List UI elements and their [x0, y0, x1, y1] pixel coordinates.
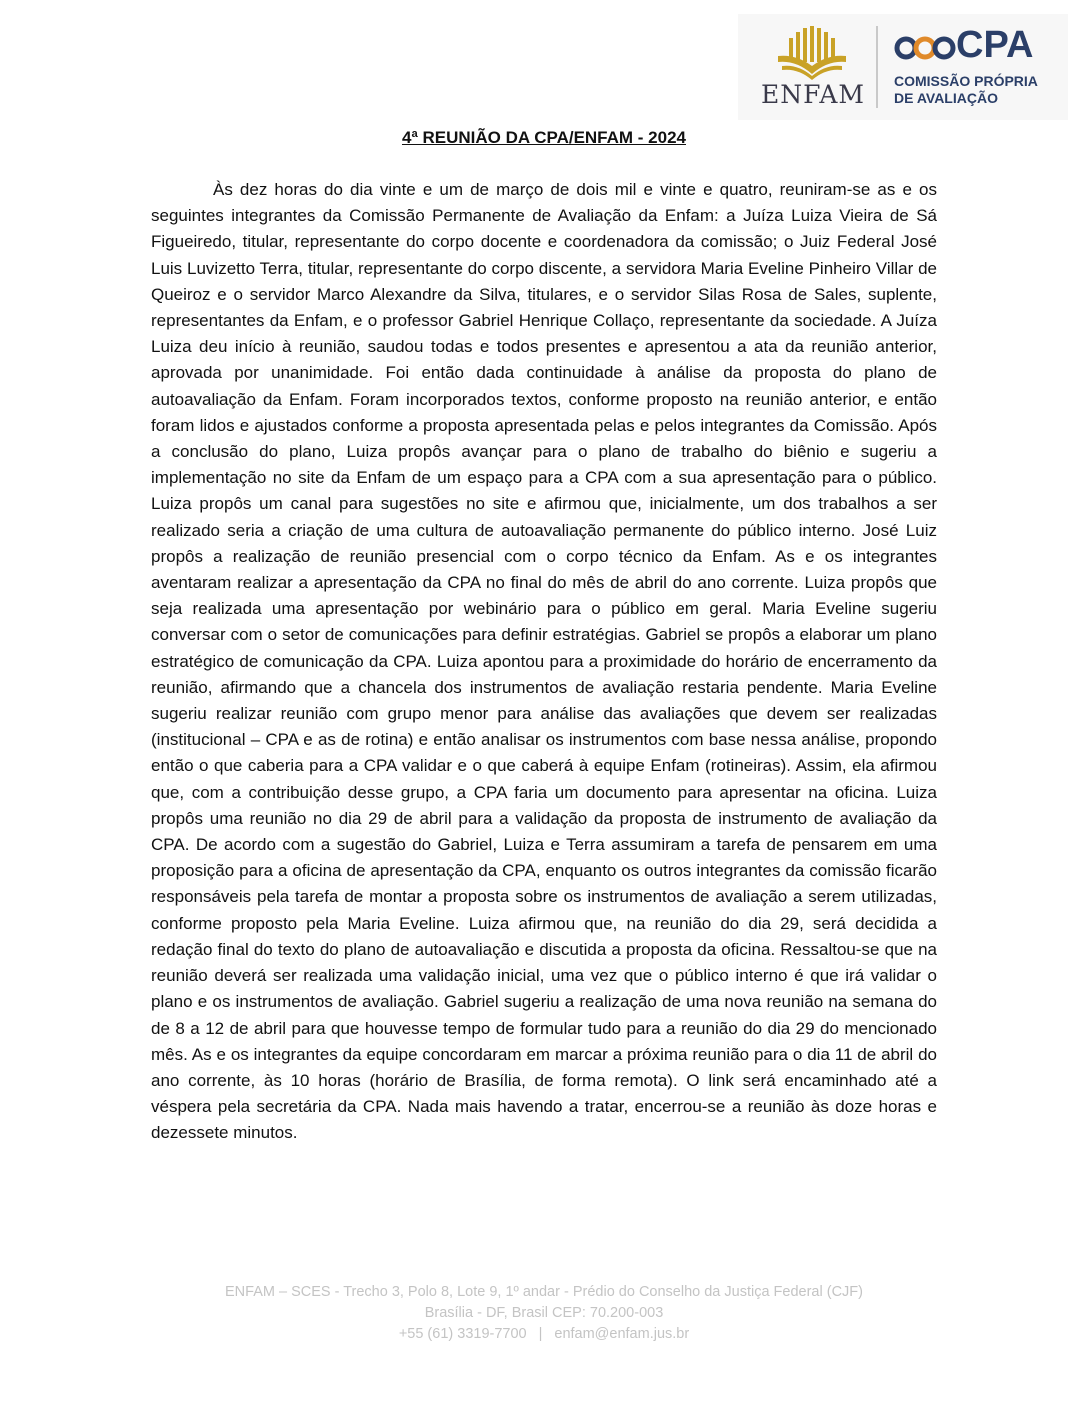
document-title: 4ª REUNIÃO DA CPA/ENFAM - 2024 [401, 128, 686, 147]
footer-separator: | [538, 1326, 543, 1342]
cpa-rings-icon [894, 30, 956, 66]
cpa-logo-subtitle [894, 73, 1038, 107]
cpa-logo-line1: COMISSÃO PRÓPRIA [894, 73, 1038, 89]
footer [0, 1282, 1088, 1345]
footer-address-line1: ENFAM – SCES - Trecho 3, Polo 8, Lote 9, 1º andar - Prédio do Conselho da Justiça Federal (CJF) [225, 1284, 863, 1300]
logo-divider [876, 26, 878, 108]
document-body: Às dez horas do dia vinte e um de março de dois mil e vinte e quatro, reuniram-se as e os seguintes integrantes da Comissão Permanente de Avaliação da Enfam: a Juíza Luiza Vieira de Sá Figueiredo, titular, representante do corpo docente e coordenadora da comissão; o Juiz Federal José Luis Luvizetto Terra, titular, representante do corpo discente, a servidora Maria Eveline Pinheiro Villar de Queiroz e o servidor Marco Alexandre da Silva, titulares, e o servidor Silas Rosa de Sales, suplente, representantes da Enfam, e o professor Gabriel Henrique Collaço, representante da sociedade. A Juíza Luiza deu início à reunião, saudou todas e todos presentes e apresentou a ata da reunião anterior, aprovada por unanimidade. Foi então dada continuidade à análise da proposta do plano de autoavaliação da Enfam. Foram incorporados textos, conforme proposto na reunião anterior, e então foram lidos e ajustados conforme a proposta apresentada pelas e pelos integrantes da Comissão. Após a conclusão do plano, Luiza propôs avançar para o plano de trabalho do biênio e sugeriu a implementação no site da Enfam de um espaço para a CPA com a sua apresentação para o público. Luiza propôs um canal para sugestões no site e afirmou que, inicialmente, um dos trabalhos a ser realizado seria a criação de uma cultura de autoavaliação permanente do público interno. José Luiz propôs a realização de reunião presencial com o corpo técnico da Enfam. As e os integrantes aventaram realizar a apresentação da CPA no final do mês de abril do ano corrente. Luiza propôs que seja realizada uma apresentação por webinário para o público em geral. Maria Eveline sugeriu conversar com o setor de comunicações para definir estratégias. Gabriel se propôs a elaborar um plano estratégico de comunicação da CPA. Luiza apontou para a proximidade do horário de encerramento da reunião, afirmando que a chancela dos instrumentos de avaliação restaria pendente. Maria Eveline sugeriu realizar reunião com grupo menor para análise das avaliações que devem ser realizadas (institucional – CPA e as de rotina) e então analisar os instrumentos com base nessa análise, propondo então o que caberia para a CPA validar e o que caberá à equipe Enfam (rotineiras). Assim, ela afirmou que, com a contribuição desse grupo, a CPA faria um documento para apresentar na oficina. Luiza propôs uma reunião no dia 29 de abril para a validação da proposta de instrumento de avaliação da CPA. De acordo com a sugestão do Gabriel, Luiza e Terra assumiram a tarefa de pensarem em uma proposição para a oficina de apresentação da CPA, enquanto os outros integrantes da comissão ficarão responsáveis pela tarefa de montar a proposta sobre os instrumentos de avaliação a serem utilizadas, conforme proposto pela Maria Eveline. Luiza afirmou que, na reunião do dia 29, será decidida a redação final do texto do plano de autoavaliação e discutida a proposta da oficina. Ressaltou-se que na reunião deverá ser realizada uma validação inicial, uma vez que o público interno é que irá validar o plano e os instrumentos de avaliação. Gabriel sugeriu a realização de uma nova reunião na semana do de 8 a 12 de abril para que houvesse tempo de formular tudo para a reunião do dia 29 do mencionado mês. As e os integrantes da equipe concordaram em marcar a próxima reunião para o dia 11 de abril do ano corrente, às 10 horas (horário de Brasília, de forma remota). O link será encaminhado até a véspera pela secretária da CPA. Nada mais havendo a tratar, encerrou-se a reunião às doze horas e dezessete minutos. [151, 180, 937, 1143]
footer-contact [0, 1324, 1088, 1345]
footer-phone: +55 (61) 3319-7700 [398, 1326, 527, 1342]
cpa-logo-line2: DE AVALIAÇÃO [894, 90, 998, 106]
header-logo [738, 14, 1068, 120]
footer-email[interactable]: enfam@enfam.jus.br [554, 1326, 690, 1342]
footer-address-line2: Brasília - DF, Brasil CEP: 70.200-003 [424, 1305, 664, 1321]
enfam-logo-text: ENFAM [761, 80, 865, 109]
book-emblem-icon [776, 26, 852, 82]
cpa-logo-title: CPA [956, 24, 1034, 66]
